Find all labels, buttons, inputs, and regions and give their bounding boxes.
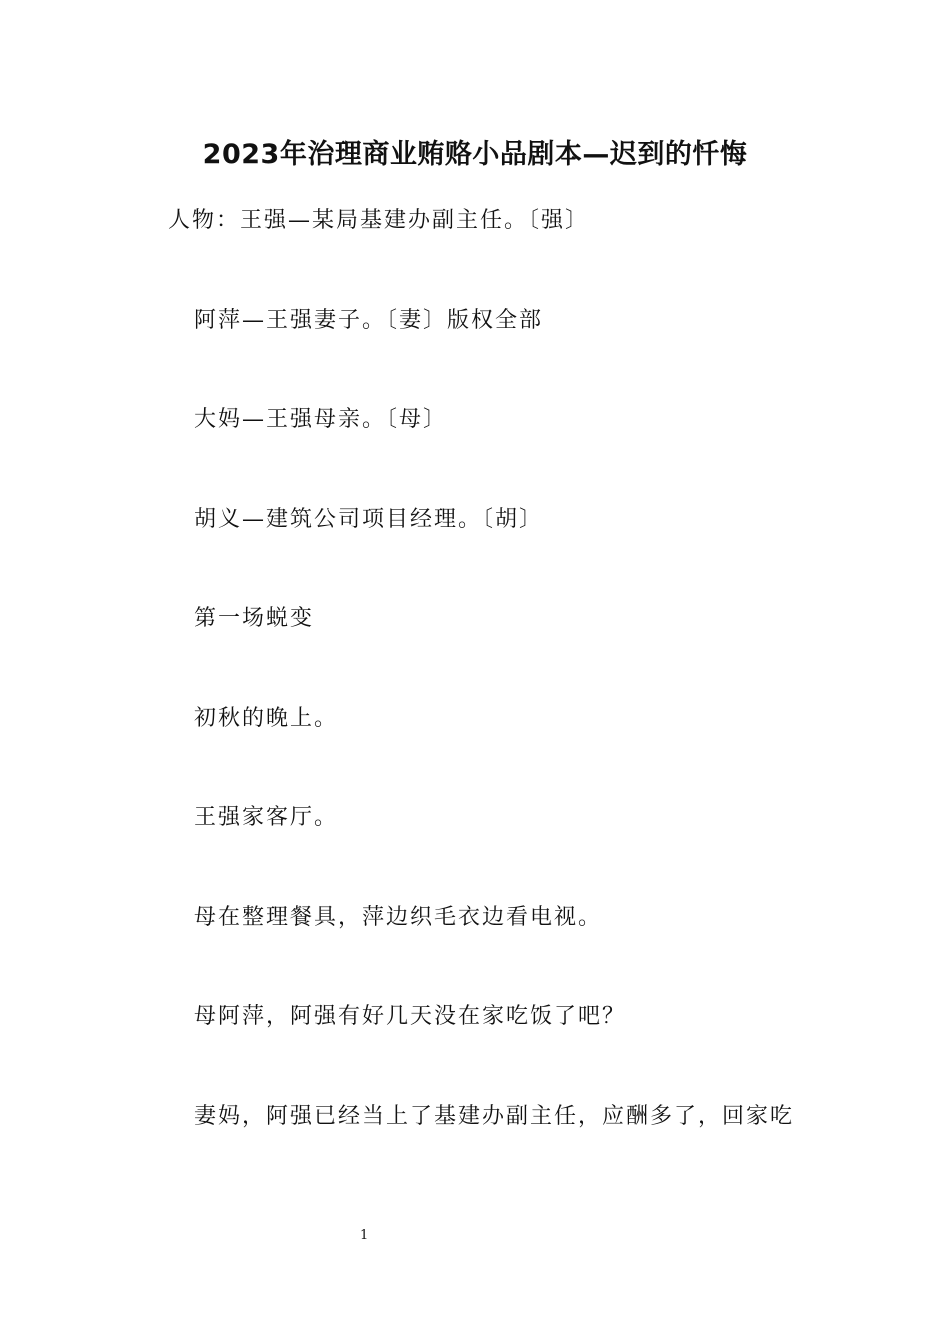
paragraph-dialogue-wife: 妻妈，阿强已经当上了基建办副主任，应酬多了，回家吃	[194, 1104, 795, 1129]
paragraph-character-mother: 大妈—王强母亲。〔母〕	[194, 407, 448, 432]
paragraph-location: 王强家客厅。	[194, 805, 339, 830]
paragraph-stage-direction: 母在整理餐具，萍边织毛衣边看电视。	[194, 905, 603, 930]
paragraph-character-huyi: 胡义—建筑公司项目经理。〔胡〕	[194, 507, 544, 532]
paragraph-character-wife: 阿萍—王强妻子。〔妻〕版权全部	[194, 308, 544, 333]
paragraph-scene-heading: 第一场蜕变	[194, 606, 315, 631]
document-title: 2023年治理商业贿赂小品剧本—迟到的忏悔	[202, 139, 748, 170]
paragraph-characters-intro: 人物：王强—某局基建办副主任。〔强〕	[168, 208, 590, 233]
page-number: 1	[360, 1228, 369, 1243]
paragraph-time: 初秋的晚上。	[194, 706, 339, 731]
paragraph-dialogue-mother: 母阿萍，阿强有好几天没在家吃饭了吧？	[194, 1004, 627, 1029]
